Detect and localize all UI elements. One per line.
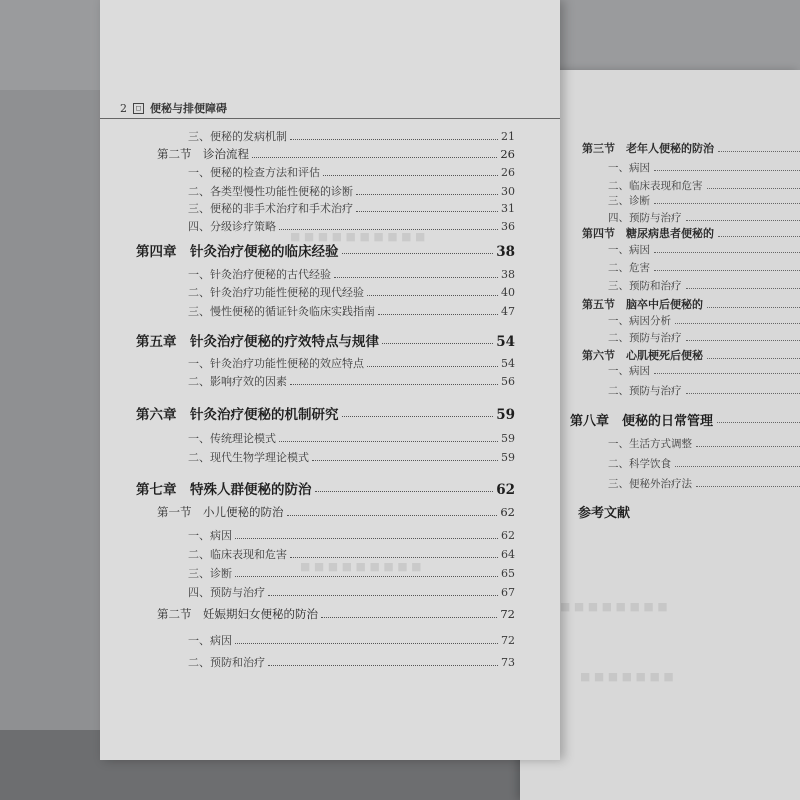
toc-page-number: 21 <box>501 130 515 143</box>
toc-title: 第六节 心肌梗死后便秘 <box>582 349 703 362</box>
toc-title: 第六章 针灸治疗便秘的机制研究 <box>136 407 339 423</box>
toc-entry-item <box>188 527 515 543</box>
toc-entry-item <box>188 632 515 648</box>
bleed-through-text: ■ ■ ■ ■ ■ ■ ■ ■ ■ <box>300 560 422 573</box>
toc-entry-item <box>188 266 515 282</box>
toc-title: 二、针灸治疗功能性便秘的现代经验 <box>188 286 364 299</box>
toc-page-number: 67 <box>501 586 515 599</box>
running-title: 便秘与排便障碍 <box>150 102 227 115</box>
leader-dots <box>654 270 800 271</box>
toc-entry-item <box>608 476 800 491</box>
toc-entry-item <box>188 200 515 216</box>
toc-page-number: 54 <box>501 357 515 370</box>
toc-title: 一、病因分析 <box>608 315 671 327</box>
right-page <box>520 70 800 800</box>
leader-dots <box>252 157 497 158</box>
toc-title: 一、病因 <box>608 365 650 377</box>
toc-title: 第三节 老年人便秘的防治 <box>582 142 714 155</box>
toc-page-number: 59 <box>501 432 515 445</box>
toc-entry-item <box>188 183 515 199</box>
toc-entry-item <box>188 449 515 465</box>
toc-entry-item <box>188 373 515 389</box>
toc-title: 三、便秘外治疗法 <box>608 478 692 490</box>
leader-dots <box>686 393 800 394</box>
toc-entry-section <box>582 140 800 156</box>
book-logo-icon: ◻ <box>133 103 144 114</box>
leader-dots <box>312 460 498 461</box>
leader-dots <box>356 194 498 195</box>
toc-title: 一、病因 <box>608 162 650 174</box>
toc-entry-chapter <box>136 403 515 423</box>
toc-title: 一、病因 <box>188 634 232 647</box>
toc-title: 一、针灸治疗功能性便秘的效应特点 <box>188 357 364 370</box>
toc-entry-item <box>188 584 515 600</box>
toc-title: 二、危害 <box>608 262 650 274</box>
toc-page-number: 62 <box>496 482 515 498</box>
toc-title: 参考文献 <box>578 506 631 521</box>
toc-title: 一、病因 <box>608 244 650 256</box>
toc-title: 第一节 小儿便秘的防治 <box>157 505 284 519</box>
toc-title: 二、预防与治疗 <box>608 385 682 397</box>
leader-dots <box>696 446 800 447</box>
toc-title: 三、便秘的发病机制 <box>188 130 287 143</box>
toc-page-number: 56 <box>501 375 515 388</box>
leader-dots <box>686 220 800 221</box>
leader-dots <box>654 373 800 374</box>
toc-title: 第四章 针灸治疗便秘的临床经验 <box>136 244 339 260</box>
toc-page-number: 26 <box>501 166 515 179</box>
left-page <box>100 0 560 760</box>
toc-entry-item <box>608 278 800 293</box>
leader-dots <box>235 576 498 577</box>
leader-dots <box>315 491 494 492</box>
leader-dots <box>279 441 498 442</box>
toc-page-number: 72 <box>501 634 515 647</box>
leader-dots <box>334 277 498 278</box>
leader-dots <box>367 295 498 296</box>
toc-entry-section <box>157 606 515 622</box>
leader-dots <box>342 253 494 254</box>
leader-dots <box>707 307 800 308</box>
toc-title: 四、预防与治疗 <box>188 586 265 599</box>
bleed-through-text: ■ ■ ■ ■ ■ ■ ■ <box>580 670 674 683</box>
toc-title: 四、分级诊疗策略 <box>188 220 276 233</box>
toc-title: 二、临床表现和危害 <box>188 548 287 561</box>
toc-entry-chapter <box>136 478 515 498</box>
leader-dots <box>718 151 800 152</box>
toc-page-number: 59 <box>501 451 515 464</box>
toc-title: 二、预防与治疗 <box>608 332 682 344</box>
toc-title: 二、各类型慢性功能性便秘的诊断 <box>188 185 353 198</box>
leader-dots <box>268 595 498 596</box>
toc-title: 二、临床表现和危害 <box>608 180 703 192</box>
header-rule <box>100 118 560 119</box>
toc-entry-item <box>188 430 515 446</box>
toc-entry-item <box>608 260 800 275</box>
leader-dots <box>675 466 800 467</box>
leader-dots <box>718 236 800 237</box>
toc-entry-item <box>188 565 515 581</box>
toc-title: 一、针灸治疗便秘的古代经验 <box>188 268 331 281</box>
toc-entry-item <box>608 456 800 471</box>
leader-dots <box>686 340 800 341</box>
toc-page-number: 65 <box>501 567 515 580</box>
toc-page-number: 38 <box>501 268 515 281</box>
toc-entry-ref <box>578 502 800 521</box>
toc-entry-item <box>608 178 800 193</box>
toc-page-number: 38 <box>496 244 515 260</box>
leader-dots <box>717 422 800 423</box>
toc-entry-item <box>608 193 800 208</box>
toc-entry-item <box>608 160 800 175</box>
toc-entry-item <box>608 330 800 345</box>
leader-dots <box>707 188 800 189</box>
leader-dots <box>382 343 493 344</box>
toc-title: 一、便秘的检查方法和评估 <box>188 166 320 179</box>
toc-entry-item <box>608 242 800 257</box>
leader-dots <box>654 252 800 253</box>
leader-dots <box>287 515 498 516</box>
toc-page-number: 62 <box>501 529 515 542</box>
leader-dots <box>290 139 498 140</box>
leader-dots <box>378 314 498 315</box>
leader-dots <box>356 211 498 212</box>
toc-entry-item <box>188 546 515 562</box>
leader-dots <box>321 617 497 618</box>
bleed-through-text: ■ ■ ■ ■ ■ ■ ■ ■ <box>560 600 668 613</box>
leader-dots <box>367 366 498 367</box>
toc-entry-section <box>157 146 515 162</box>
leader-dots <box>675 323 800 324</box>
toc-entry-item <box>188 164 515 180</box>
toc-page-number: 31 <box>501 202 515 215</box>
toc-page-number: 64 <box>501 548 515 561</box>
toc-entry-chapter <box>136 330 515 350</box>
toc-entry-section <box>582 225 800 241</box>
toc-page-number: 54 <box>496 334 515 350</box>
toc-entry-item <box>188 355 515 371</box>
toc-title: 二、预防和治疗 <box>188 656 265 669</box>
toc-title: 二、科学饮食 <box>608 458 671 470</box>
toc-title: 第二节 妊娠期妇女便秘的防治 <box>157 607 318 621</box>
leader-dots <box>290 384 498 385</box>
leader-dots <box>235 538 498 539</box>
toc-entry-item <box>188 303 515 319</box>
toc-page-number: 36 <box>501 220 515 233</box>
leader-dots <box>268 665 498 666</box>
toc-entry-chapter <box>570 410 800 429</box>
toc-page-number: 72 <box>500 607 515 621</box>
toc-title: 二、现代生物学理论模式 <box>188 451 309 464</box>
toc-title: 第五节 脑卒中后便秘的 <box>582 298 703 311</box>
toc-title: 三、便秘的非手术治疗和手术治疗 <box>188 202 353 215</box>
toc-page-number: 73 <box>501 656 515 669</box>
toc-title: 三、预防和治疗 <box>608 280 682 292</box>
toc-page-number: 62 <box>500 505 515 519</box>
toc-entry-item <box>608 383 800 398</box>
leader-dots <box>342 416 494 417</box>
toc-entry-item <box>188 654 515 670</box>
toc-title: 三、诊断 <box>608 195 650 207</box>
leader-dots <box>696 486 800 487</box>
leader-dots <box>290 557 498 558</box>
leader-dots <box>707 358 800 359</box>
page-number: 2 <box>120 101 127 115</box>
toc-entry-item <box>608 436 800 451</box>
toc-page-number: 47 <box>501 305 515 318</box>
toc-page-number: 26 <box>500 147 515 161</box>
toc-title: 一、传统理论模式 <box>188 432 276 445</box>
toc-entry-item <box>608 363 800 378</box>
bleed-through-text: ■ ■ ■ ■ ■ ■ ■ ■ ■ ■ <box>290 230 426 243</box>
leader-dots <box>654 170 800 171</box>
toc-title: 四、预防与治疗 <box>608 212 682 224</box>
toc-entry-section <box>157 504 515 520</box>
toc-page-number: 59 <box>496 407 515 423</box>
leader-dots <box>654 203 800 204</box>
toc-title: 第五章 针灸治疗便秘的疗效特点与规律 <box>136 334 379 350</box>
toc-title: 三、诊断 <box>188 567 232 580</box>
toc-title: 二、影响疗效的因素 <box>188 375 287 388</box>
toc-entry-item <box>608 313 800 328</box>
toc-entry-section <box>582 347 800 363</box>
toc-entry-chapter <box>136 240 515 260</box>
toc-entry-item <box>188 284 515 300</box>
toc-entry-item <box>188 128 515 144</box>
page-header <box>120 100 227 116</box>
toc-page-number: 40 <box>501 286 515 299</box>
leader-dots <box>279 229 498 230</box>
toc-title: 第二节 诊治流程 <box>157 147 249 161</box>
toc-title: 第七章 特殊人群便秘的防治 <box>136 482 312 498</box>
toc-entry-section <box>582 296 800 312</box>
toc-title: 一、生活方式调整 <box>608 438 692 450</box>
leader-dots <box>235 643 498 644</box>
toc-page-number: 30 <box>501 185 515 198</box>
toc-title: 三、慢性便秘的循证针灸临床实践指南 <box>188 305 375 318</box>
toc-title: 第八章 便秘的日常管理 <box>570 414 714 429</box>
leader-dots <box>323 175 498 176</box>
toc-title: 一、病因 <box>188 529 232 542</box>
toc-entry-item <box>188 218 515 234</box>
leader-dots <box>686 288 800 289</box>
toc-entry-item <box>608 210 800 225</box>
toc-title: 第四节 糖尿病患者便秘的 <box>582 227 714 240</box>
